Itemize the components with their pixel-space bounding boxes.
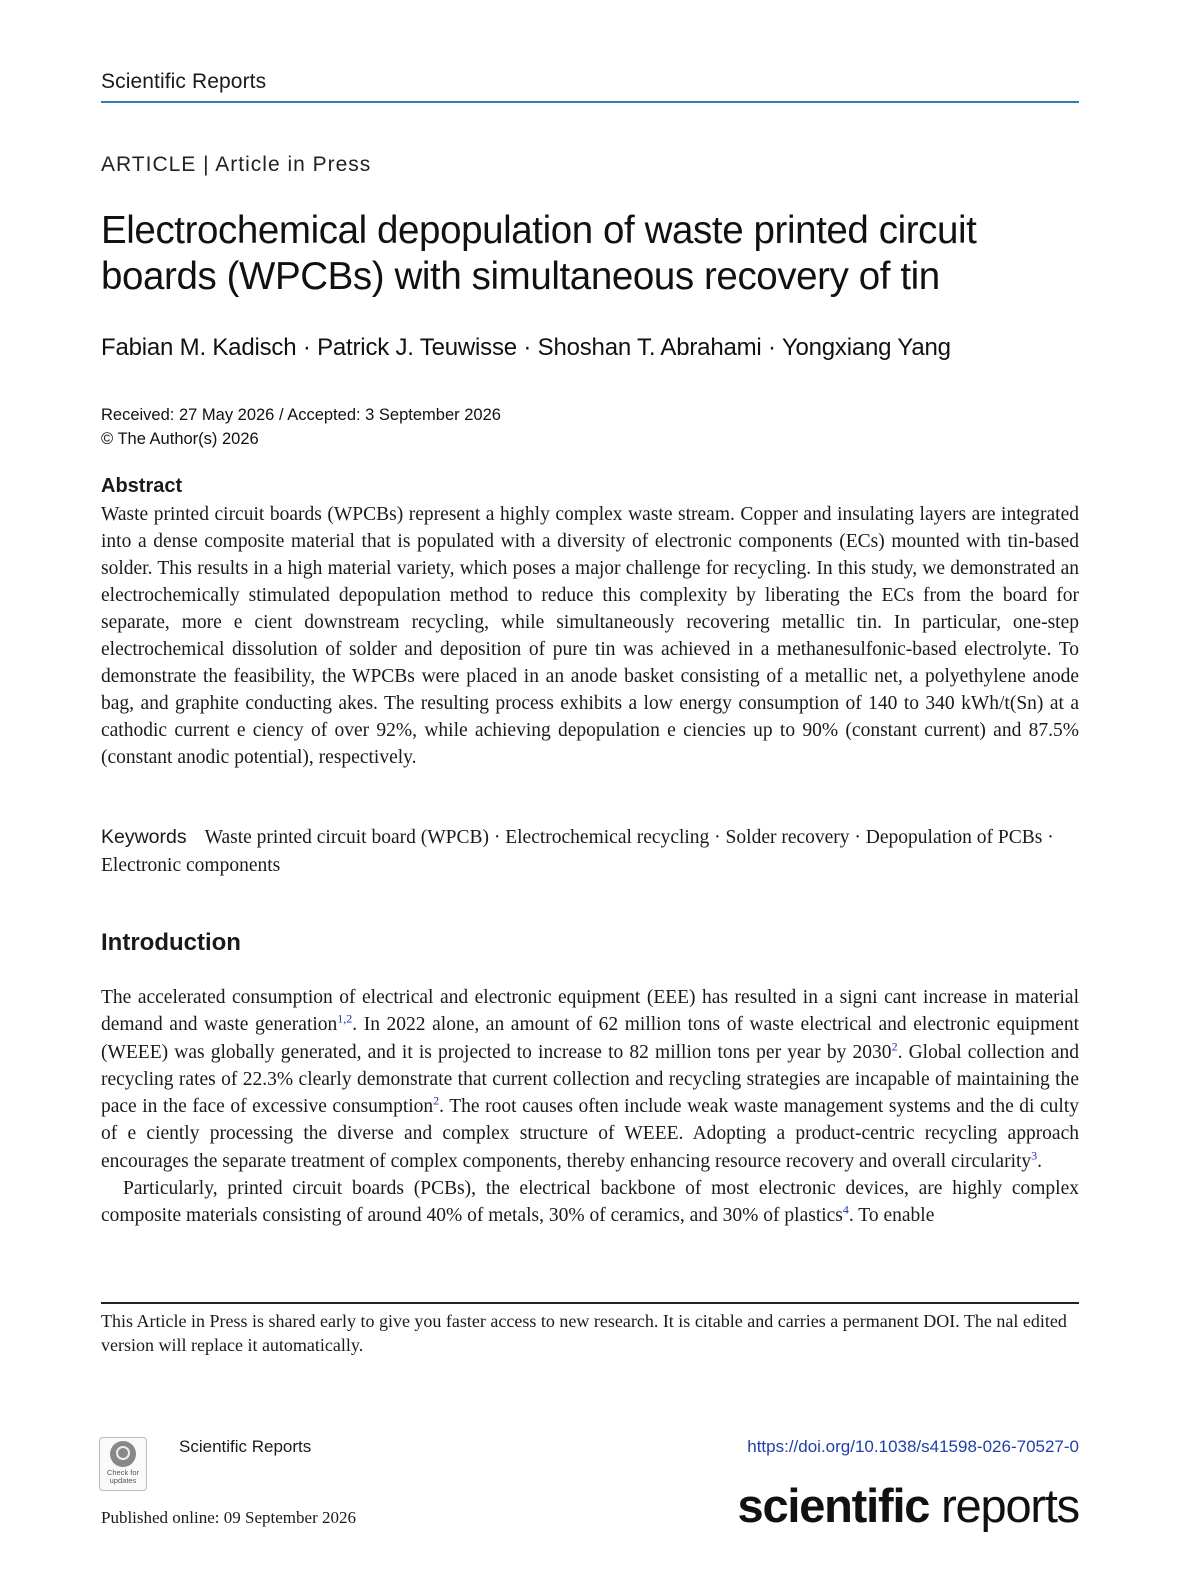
abstract-heading: Abstract [101,475,183,497]
received-accepted-dates: Received: 27 May 2026 / Accepted: 3 September 2026 [101,406,501,424]
header-rule [101,101,1079,103]
intro-paragraph [101,984,1079,1175]
logo-light-text: reports [929,1479,1079,1532]
check-updates-label: Check for updates [106,1468,140,1485]
check-updates-icon [110,1441,136,1467]
article-in-press-footnote: This Article in Press is shared early to give you faster access to new research. It is citable and carries a permanent DOI. The nal edited version will replace it automatically. [101,1311,1067,1355]
keywords-label: Keywords [101,826,187,848]
citation-link[interactable]: 2 [433,1093,440,1108]
footnote-rule [101,1302,1079,1304]
intro-text: . In 2022 alone, an amount of 62 million tons of waste electrical and electronic equipment (WEEE) was globally generated, and it is projected to increase to 82 million tons per year by 2030 [101,1014,1080,1063]
citation-link[interactable]: 2 [891,1039,898,1054]
doi-link[interactable]: https://doi.org/10.1038/s41598-026-70527-0 [747,1437,1079,1456]
article-type-label: ARTICLE | Article in Press [101,153,372,176]
abstract-text: Waste printed circuit boards (WPCBs) represent a highly complex waste stream. Copper and insulating layers are integrated into a dense composite material that is populated with a diversity of electronic components (ECs) mounted with tin-based solder. This results in a high material variety, which poses a major challenge for recycling. In this study, we demonstrated an electrochemically stimulated depopulation method to reduce this complexity by liberating the ECs from the board for separate, more e cient downstream recycling, while simultaneously recovering metallic tin. In particular, one-step electrochemical dissolution of solder and deposition of pure tin was achieved in a methanesulfonic-based electrolyte. To demonstrate the feasibility, the WPCBs were placed in an anode basket consisting of a metallic net, a polyethylene anode bag, and graphite conducting akes. The resulting process exhibits a low energy consumption of 140 to 340 kWh/t(Sn) at a cathodic current e ciency of over 92%, while achieving depopulation e ciencies up to 90% (constant current) and 87.5% (constant anodic potential), respectively. [101,504,1079,768]
intro-paragraph [101,1175,1079,1230]
introduction-heading: Introduction [101,929,241,956]
intro-text: . The root causes often include weak waste management systems and the di culty of e ciently processing the diverse and complex structure of WEEE. Adopting a product-centric recycling approach encourages the separate treatment of complex components, thereby enhancing resource recovery and overall circularity [101,1096,1079,1172]
keywords [101,823,1079,880]
citation-link[interactable]: 4 [842,1202,849,1217]
journal-name-header: Scientific Reports [101,70,267,93]
journal-logo [738,1478,1080,1533]
intro-text: . [1037,1150,1043,1172]
intro-text: . Global collection and recycling rates of 22.3% clearly demonstrate that current collection and recycling strategies are incapable of maintaining the pace in the face of excessive consumption [101,1041,1079,1118]
copyright-notice: © The Author(s) 2026 [101,430,259,448]
intro-text: Particularly, printed circuit boards (PCBs), the electrical backbone of most electronic devices, are highly complex composite materials consisting of around 40% of metals, 30% of ceramics, and 30% of plastics [101,1178,1079,1227]
introduction-body [101,984,1079,1230]
author-list: Fabian M. Kadisch · Patrick J. Teuwisse · Shoshan T. Abrahami · Yongxiang Yang [101,334,951,361]
intro-text: The accelerated consumption of electrical and electronic equipment (EEE) has resulted in a signi cant increase in material demand and waste generation [101,987,1079,1036]
citation-link[interactable]: 3 [1031,1148,1038,1163]
journal-name-footer: Scientific Reports [179,1437,312,1456]
keywords-list: Waste printed circuit board (WPCB) · Electrochemical recycling · Solder recovery · Depopulation of PCBs · Electronic components [101,827,1054,876]
intro-text: . To enable [848,1205,935,1227]
article-dates [101,403,501,451]
check-for-updates-badge[interactable] [99,1437,147,1491]
article-title: Electrochemical depopulation of waste printed circuit boards (WPCBs) with simultaneous recovery of tin [101,209,977,298]
logo-bold-text: scientific [737,1479,930,1532]
published-online-date: Published online: 09 September 2026 [101,1508,356,1527]
citation-link[interactable]: 1,2 [337,1011,353,1026]
